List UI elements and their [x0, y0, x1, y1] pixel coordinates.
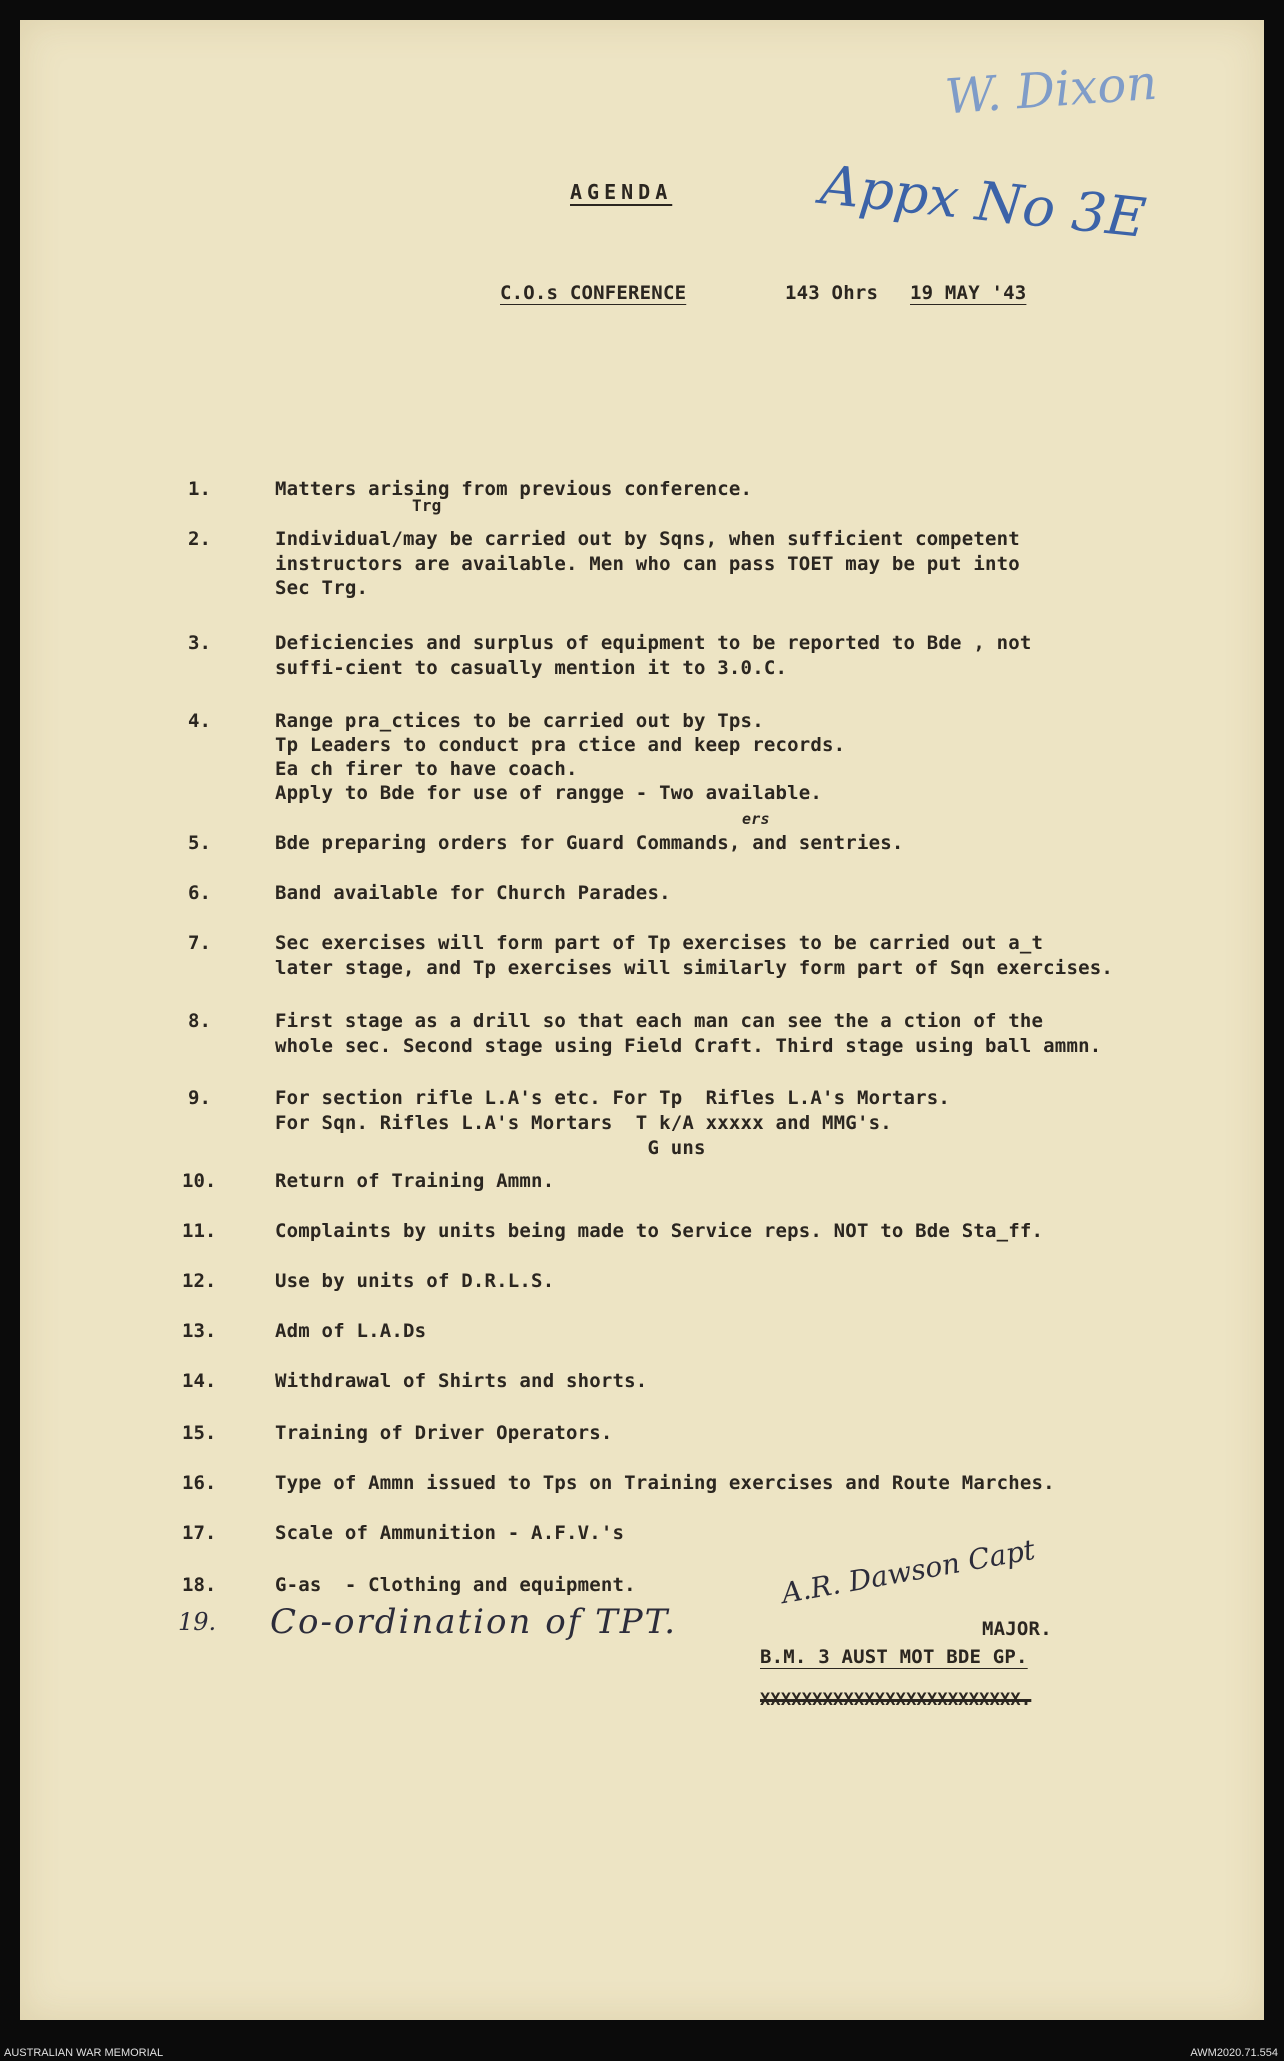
item-number: 16. [182, 1472, 217, 1494]
item-number: 1. [188, 478, 211, 500]
item-line: Sec exercises will form part of Tp exercises to be carried out a_t [275, 932, 1044, 954]
item-line-handwritten: Co-ordination of TPT. [270, 1602, 678, 1642]
item-line: later stage, and Tp exercises will similarly form part of Sqn exercises. [275, 957, 1114, 979]
item-number: 5. [188, 832, 211, 854]
item-line: Matters arising from previous conference. [275, 478, 753, 500]
item-line: For section rifle L.A's etc. For Tp Rifles L.A's Mortars. [275, 1087, 951, 1109]
item-line: Withdrawal of Shirts and shorts. [275, 1370, 648, 1392]
item-line: Individual/may be carried out by Sqns, when sufficient competent [275, 528, 1020, 550]
item-number: 14. [182, 1370, 217, 1392]
item-line: Sec Trg. [275, 577, 369, 599]
item-number: 4. [188, 710, 211, 732]
item-line: whole sec. Second stage using Field Craft. Third stage using ball ammn. [275, 1035, 1102, 1057]
item-number: 9. [188, 1087, 211, 1109]
item-line: G uns [275, 1137, 706, 1159]
item-line: Tp Leaders to conduct pra ctice and keep records. [275, 734, 846, 756]
item-line: Return of Training Ammn. [275, 1170, 555, 1192]
conference-date: 19 MAY '43 [910, 282, 1027, 304]
item-line: G-as - Clothing and equipment. [275, 1574, 636, 1596]
archive-reference: AWM2020.71.554 [1190, 2047, 1278, 2059]
item-line: For Sqn. Rifles L.A's Mortars T k/A xxxxx and MMG's. [275, 1112, 892, 1134]
item-insert: ers [742, 810, 770, 828]
item-line: Apply to Bde for use of rangge - Two available. [275, 782, 823, 804]
document-page [20, 20, 1264, 2020]
signature-appointment: B.M. 3 AUST MOT BDE GP. [760, 1646, 1028, 1668]
handwritten-name: W. Dixon [943, 54, 1159, 126]
item-number: 12. [182, 1270, 217, 1292]
item-number: 13. [182, 1320, 217, 1342]
item-number: 18. [182, 1574, 217, 1596]
signature-scrawl: A.R. Dawson Capt [779, 1532, 1038, 1611]
item-number: 6. [188, 882, 211, 904]
item-line: Bde preparing orders for Guard Commands, and sentries. [275, 832, 904, 854]
item-line: First stage as a drill so that each man can see the a ction of the [275, 1010, 1044, 1032]
item-number: 3. [188, 632, 211, 654]
conference-time: 143 Ohrs [785, 282, 879, 304]
item-line: Adm of L.A.Ds [275, 1320, 427, 1342]
conference-label: C.O.s CONFERENCE [500, 282, 687, 304]
item-number-handwritten: 19. [178, 1608, 217, 1636]
item-line: Deficiencies and surplus of equipment to be reported to Bde , not [275, 632, 1032, 654]
item-line: instructors are available. Men who can pass TOET may be put into [275, 553, 1020, 575]
item-line: Band available for Church Parades. [275, 882, 671, 904]
item-line: Range pra_ctices to be carried out by Tps. [275, 710, 764, 732]
item-number: 8. [188, 1010, 211, 1032]
item-number: 17. [182, 1522, 217, 1544]
item-number: 2. [188, 528, 211, 550]
item-line: Use by units of D.R.L.S. [275, 1270, 555, 1292]
item-line: Scale of Ammunition - A.F.V.'s [275, 1522, 625, 1544]
handwritten-appendix-number: Appx No 3E [817, 153, 1149, 250]
archive-credit: AUSTRALIAN WAR MEMORIAL [4, 2047, 164, 2059]
struck-out-line: XXXXXXXXXXXXXXXXXXXXXXXXX. [760, 1690, 1032, 1710]
item-line: Type of Ammn issued to Tps on Training exercises and Route Marches. [275, 1472, 1055, 1494]
item-number: 10. [182, 1170, 217, 1192]
item-number: 7. [188, 932, 211, 954]
item-insert: Trg [412, 496, 442, 515]
item-line: Complaints by units being made to Service reps. NOT to Bde Sta_ff. [275, 1220, 1044, 1242]
document-title: AGENDA [570, 180, 673, 204]
signature-rank: MAJOR. [982, 1618, 1052, 1640]
item-line: suffi-cient to casually mention it to 3.0.C. [275, 657, 788, 679]
item-number: 11. [182, 1220, 217, 1242]
item-line: Training of Driver Operators. [275, 1422, 613, 1444]
item-line: Ea ch firer to have coach. [275, 758, 578, 780]
item-number: 15. [182, 1422, 217, 1444]
